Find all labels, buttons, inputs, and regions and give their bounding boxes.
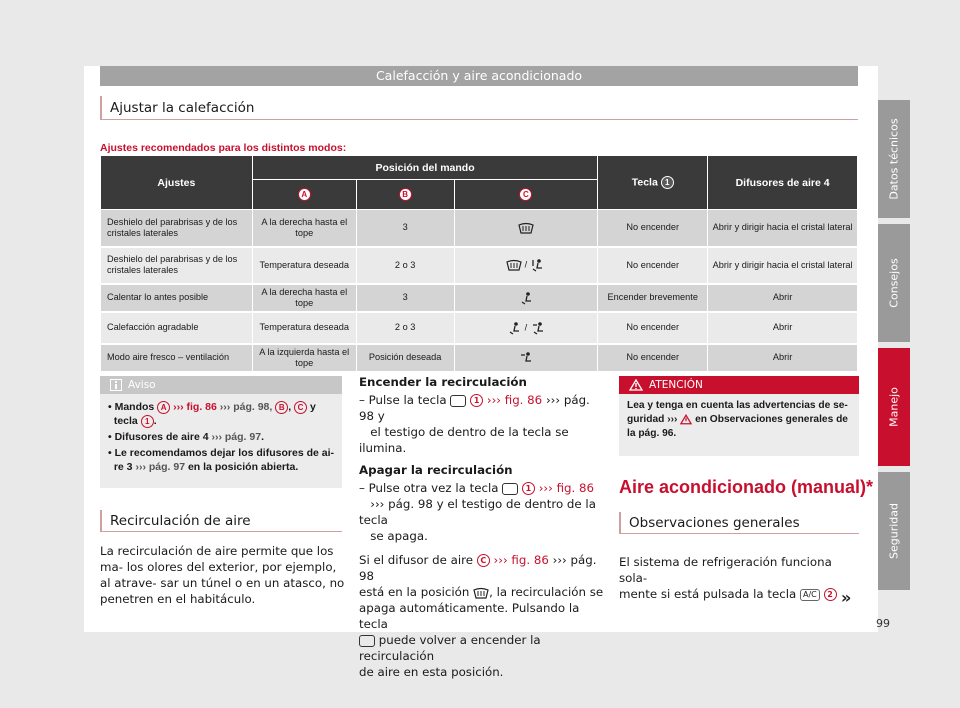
warning-triangle-icon: [680, 414, 692, 425]
label-c: C: [519, 188, 532, 201]
tab-manejo[interactable]: [878, 348, 910, 466]
recirc-body: La recirculación de aire permite que los ma- los olores del exterior, por ejemplo, al atrave- sar un túnel o en un atasco, no penetren en el habitáculo.: [100, 544, 345, 606]
cell-difusores: Abrir: [708, 284, 858, 312]
label-1: 1: [470, 394, 483, 407]
page-number: 99: [876, 617, 890, 630]
cell-ajuste: Calefacción agradable: [101, 312, 253, 344]
page-link[interactable]: ››› pág. 98: [359, 553, 597, 583]
windshield-defrost-icon: [506, 259, 522, 271]
body-text: apaga automáticamente. Pulsando la tecla: [359, 601, 580, 631]
body-text: y: [377, 409, 385, 423]
cell-tecla: Encender brevemente: [598, 284, 708, 312]
header-posicion: Posición del mando: [252, 156, 598, 180]
body-text: Si el difusor de aire: [359, 553, 474, 567]
aviso-text: ,: [288, 401, 292, 413]
warning-triangle-icon: [629, 379, 643, 391]
continue-marker: »: [841, 588, 852, 607]
aviso-text: .: [153, 415, 157, 427]
section-title: Ajustar la calefacción: [100, 96, 858, 120]
label-c: C: [294, 401, 307, 414]
label-1: 1: [141, 415, 154, 428]
chapter-header: Calefacción y aire acondicionado: [100, 66, 858, 86]
cell-tecla: No encender: [598, 247, 708, 284]
paragraph-encender: [359, 392, 607, 456]
aviso-title: Aviso: [128, 379, 156, 391]
cell-b: Posición deseada: [356, 344, 454, 372]
ac-subtitle: Observaciones generales: [619, 512, 859, 534]
body-text: El sistema de refrigeración funciona sola-: [619, 555, 832, 585]
body-text: – Pulse la tecla: [359, 393, 447, 407]
header-difusores: Difusores de aire 4: [708, 156, 858, 210]
fig-link[interactable]: ››› fig. 86: [493, 553, 549, 567]
header-tecla-label: Tecla: [631, 176, 658, 189]
aviso-text: en la posición abierta.: [187, 461, 299, 473]
table-row: [101, 247, 858, 284]
tab-seguridad[interactable]: [878, 472, 910, 590]
paragraph-difusor: [359, 552, 607, 680]
body-text: y el testigo de dentro de la tecla: [359, 497, 596, 527]
face-footwell-icon: [530, 321, 546, 335]
paragraph-apagar: [359, 480, 607, 544]
label-b: B: [275, 401, 288, 414]
atencion-header: [619, 376, 859, 394]
aviso-item: • Le recomendamos dejar los difusores de ai- re 3 ››› pág. 97 en la posición abierta.: [108, 447, 334, 473]
cell-a: A la derecha hasta el tope: [252, 284, 356, 312]
body-text: está en la posición: [359, 585, 470, 599]
recirculation-icon: [359, 635, 375, 647]
atencion-text: guridad: [627, 414, 665, 425]
body-text: de aire en esta posición.: [359, 665, 504, 679]
cell-tecla: No encender: [598, 312, 708, 344]
table-row: [101, 210, 858, 247]
cell-a: A la derecha hasta el tope: [252, 210, 356, 247]
fig-link[interactable]: ››› fig. 86: [173, 401, 217, 413]
cell-a: A la izquierda hasta el tope: [252, 344, 356, 372]
atencion-title: ATENCIÓN: [649, 379, 703, 391]
aviso-text: y: [309, 401, 316, 413]
table-row: [101, 284, 858, 312]
cell-difusores: Abrir y dirigir hacia el cristal lateral: [708, 247, 858, 284]
cell-difusores: Abrir: [708, 344, 858, 372]
atencion-text: Lea y tenga en cuenta las advertencias de se-: [627, 400, 848, 411]
recirculation-icon: [502, 483, 518, 495]
cell-ajuste: Modo aire fresco – ventilación: [101, 344, 253, 372]
body-text: puede volver a encender la recirculación: [359, 633, 541, 663]
aviso-text: tecla: [113, 415, 138, 427]
body-text: – Pulse otra vez la tecla: [359, 481, 499, 495]
header-tecla: [598, 156, 708, 210]
table-row: [101, 344, 858, 372]
atencion-link[interactable]: la pág. 96.: [627, 428, 677, 439]
tab-label: Datos técnicos: [887, 118, 901, 200]
fig-link[interactable]: ››› fig. 86: [486, 393, 543, 407]
label-2: 2: [824, 588, 837, 601]
header-a: [252, 180, 356, 210]
body-text: se apaga.: [370, 529, 428, 543]
atencion-link[interactable]: en Observaciones generales de: [695, 414, 848, 425]
table-caption: Ajustes recomendados para los distintos modos:: [100, 142, 347, 154]
cell-b: 2 o 3: [356, 312, 454, 344]
face-vent-icon: [518, 351, 534, 365]
body-text: , la recirculación se: [489, 585, 604, 599]
atencion-body: [619, 394, 859, 456]
heading-apagar: Apagar la recirculación: [359, 463, 513, 477]
recirc-heading: Recirculación de aire: [100, 510, 342, 532]
cell-c: [454, 344, 598, 372]
header-tecla-num: 1: [661, 176, 674, 189]
label-1: 1: [522, 482, 535, 495]
page-link[interactable]: ››› pág. 98,: [219, 401, 273, 413]
cell-c: [454, 284, 598, 312]
tab-label: Manejo: [887, 387, 901, 427]
page-link[interactable]: ››› pág. 97: [211, 431, 262, 443]
tab-datos-tecnicos[interactable]: [878, 100, 910, 218]
cell-ajuste: Calentar lo antes posible: [101, 284, 253, 312]
aviso-item: • Mandos A ››› fig. 86 ››› pág. 98, B , C y tecla 1 .: [108, 401, 316, 427]
label-c: C: [477, 554, 490, 567]
cell-ajuste: Deshielo del parabrisas y de los cristales laterales: [101, 210, 253, 247]
atencion-text: ›››: [667, 414, 678, 425]
aviso-text: Le recomendamos dejar los difusores de ai-: [114, 447, 334, 459]
aviso-note: [100, 376, 342, 488]
windshield-defrost-icon: [473, 587, 489, 599]
tab-consejos[interactable]: [878, 224, 910, 342]
aviso-text: .: [261, 431, 264, 443]
page-link[interactable]: ››› pág. 97: [135, 461, 186, 473]
ac-body: [619, 554, 859, 602]
footwell-windshield-icon: [530, 258, 546, 272]
ac-key: A/C: [800, 589, 820, 601]
label-b: B: [399, 188, 412, 201]
aviso-text: re 3: [113, 461, 133, 473]
atencion-warning: [619, 376, 859, 456]
cell-b: 3: [356, 210, 454, 247]
fig-link[interactable]: ››› fig. 86: [538, 481, 595, 495]
aviso-item: • Difusores de aire 4 ››› pág. 97.: [108, 431, 264, 443]
body-text: mente si está pulsada la tecla: [619, 587, 797, 601]
page-link[interactable]: ››› pág. 98: [359, 393, 590, 423]
settings-table: [100, 155, 858, 373]
header-b: [356, 180, 454, 210]
cell-difusores: Abrir y dirigir hacia el cristal lateral: [708, 210, 858, 247]
table-row: [101, 312, 858, 344]
header-c: [454, 180, 598, 210]
cell-c: /: [454, 247, 598, 284]
middle-column: [359, 374, 607, 680]
cell-c: [454, 210, 598, 247]
label-a: A: [157, 401, 170, 414]
footwell-icon: [506, 321, 522, 335]
cell-c: /: [454, 312, 598, 344]
cell-ajuste: Deshielo del parabrisas y de los cristales laterales: [101, 247, 253, 284]
recirculation-icon: [450, 395, 466, 407]
cell-b: 2 o 3: [356, 247, 454, 284]
aviso-text: Mandos: [114, 401, 155, 413]
tab-label: Consejos: [887, 258, 901, 308]
cell-a: Temperatura deseada: [252, 247, 356, 284]
cell-b: 3: [356, 284, 454, 312]
cell-a: Temperatura deseada: [252, 312, 356, 344]
cell-difusores: Abrir: [708, 312, 858, 344]
cell-tecla: No encender: [598, 210, 708, 247]
aviso-header: [100, 376, 342, 394]
ac-title: Aire acondicionado (manual)*: [619, 477, 874, 497]
windshield-defrost-icon: [518, 222, 534, 234]
cell-tecla: No encender: [598, 344, 708, 372]
page-link[interactable]: ››› pág. 98: [370, 497, 433, 511]
label-a: A: [298, 188, 311, 201]
info-icon: [110, 379, 122, 391]
aviso-text: Difusores de aire 4: [114, 431, 209, 443]
aviso-body: [100, 394, 342, 488]
footwell-icon: [518, 291, 534, 305]
tab-label: Seguridad: [887, 503, 901, 559]
header-ajustes: Ajustes: [101, 156, 253, 210]
heading-encender: Encender la recirculación: [359, 375, 527, 389]
body-text: el testigo de dentro de la tecla se ilumina.: [359, 425, 569, 455]
